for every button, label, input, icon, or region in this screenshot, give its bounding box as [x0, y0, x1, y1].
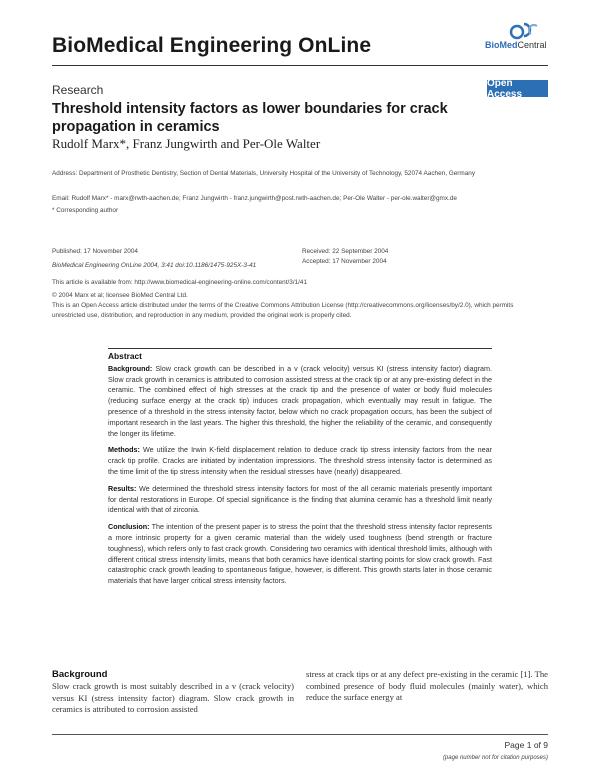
- abstract-top-rule: [108, 348, 492, 349]
- background-heading: Background: [52, 669, 108, 680]
- abstract: [108, 351, 492, 593]
- authors: Rudolf Marx*, Franz Jungwirth and Per-Ole Walter: [52, 136, 321, 151]
- abstract-heading: Abstract: [108, 351, 142, 361]
- copyright: © 2004 Marx et al; licensee BioMed Central Ltd.: [52, 292, 188, 299]
- journal-title: BioMedical Engineering OnLine: [52, 34, 372, 57]
- article-title: Threshold intensity factors as lower boundaries for crack propagation in ceramics: [52, 101, 448, 135]
- abstract-results: Results: We determined the threshold stress intensity factors for most of the all ceramic materials presently important for dental restorations in Europe. Of special significance is the finding that alumina ceramic has a threshold limit nearly identical with that of zirconia.: [108, 483, 493, 515]
- availability-link[interactable]: This article is available from: http://www.biomedical-engineering-online.com/content/3/1/41: [52, 279, 308, 286]
- page-number: Page 1 of 9: [504, 740, 548, 750]
- header-rule: [52, 65, 548, 66]
- publication-meta: [52, 247, 256, 271]
- body-column-left: [52, 669, 294, 716]
- corresponding-author-note: * Corresponding author: [52, 207, 119, 214]
- biomed-central-logo[interactable]: [485, 20, 575, 56]
- open-access-badge: Open Access: [487, 80, 548, 97]
- page-number-note: (page number not for citation purposes): [442, 755, 548, 761]
- received-meta: [302, 247, 388, 267]
- biomed-central-logo-icon: [507, 20, 547, 42]
- abstract-methods: Methods: We utilize the Irwin K-field displacement relation to deduce crack tip stress intensity factors from the near crack tip profile. Cracks are initiated by indentation impressions. The threshold stress intensity factor is determined as the time limit of the tip stress intensity when the residual stresses have (nearly) disappeared.: [108, 445, 493, 476]
- email-line: Email: Rudolf Marx* - marx@rwth-aachen.de; Franz Jungwirth - franz.jungwirth@post.rwth-aachen.de; Per-Ole Walter - per-ole.walter@gmx.de: [52, 195, 457, 202]
- abstract-background: Background: Slow crack growth can be described in a v (crack velocity) versus KI (stress intensity factor) diagram. Slow crack growth in ceramics is attributed to corrosion assisted stress at the crack tip or at any pre-existing defect in the ceramic. The combined effect of high stresses at the crack tip and the presence of water or body fluid molecules (reducing surface energy at the crack tip) induces crack propagation, which eventually may result in fatigue. The presence of a threshold in the stress intensity factor, below which no crack propagation occurs, has been the subject of important research in the last years. The higher this threshold, the higher the reliability of the ceramic, and consequently the longer its lifetime.: [108, 363, 492, 438]
- received-date: Received: 22 September 2004: [302, 248, 389, 255]
- section-label: Research: [52, 83, 104, 97]
- published-date: Published: 17 November 2004: [52, 248, 138, 255]
- body-text-right: stress at crack tips or at any defect pre-existing in the ceramic [1]. The combined presence of body fluid molecules (mainly water), which reduce the surface energy at: [306, 669, 548, 703]
- citation: BioMedical Engineering OnLine 2004, 3:41 doi:10.1186/1475-925X-3-41: [52, 262, 257, 269]
- license-block: [52, 291, 548, 321]
- body-column-right: [306, 669, 548, 704]
- license-text: This is an Open Access article distributed under the terms of the Creative Commons Attribution License (http://creativecommons.org/licenses/by/2.0), which permits unrestricted use, distribution, and reproduction in any medium, provided the original work is properly cited.: [52, 302, 514, 319]
- abstract-conclusion: Conclusion: The intention of the present paper is to stress the point that the threshold stress intensity factor represents a more intrinsic property for a given ceramic material than the widely used toughness (bend strength or fracture toughness), which refers only to fast crack growth. Considering two ceramics with identical threshold limits, although with different critical stress intensity limits, means that both ceramics have identical starting points for slow crack growth. Fast catastrophic crack growth leading to spontaneous fatigue, however, is different. This growth starts later in those ceramic materials that have larger critical stress intensity factors.: [108, 522, 492, 586]
- body-text-left: Slow crack growth is most suitably described in a v (crack velocity) versus KI (stress intensity factor) diagram. Slow crack growth in ceramics is attributed to corrosion assisted: [52, 681, 294, 715]
- logo-text: BioMedCentral: [485, 40, 547, 50]
- footer-rule: [52, 734, 548, 735]
- address: Address: Department of Prosthetic Dentistry, Section of Dental Materials, University Hospital of the University of Technology, 52074 Aachen, Germany: [52, 170, 476, 177]
- accepted-date: Accepted: 17 November 2004: [302, 258, 387, 265]
